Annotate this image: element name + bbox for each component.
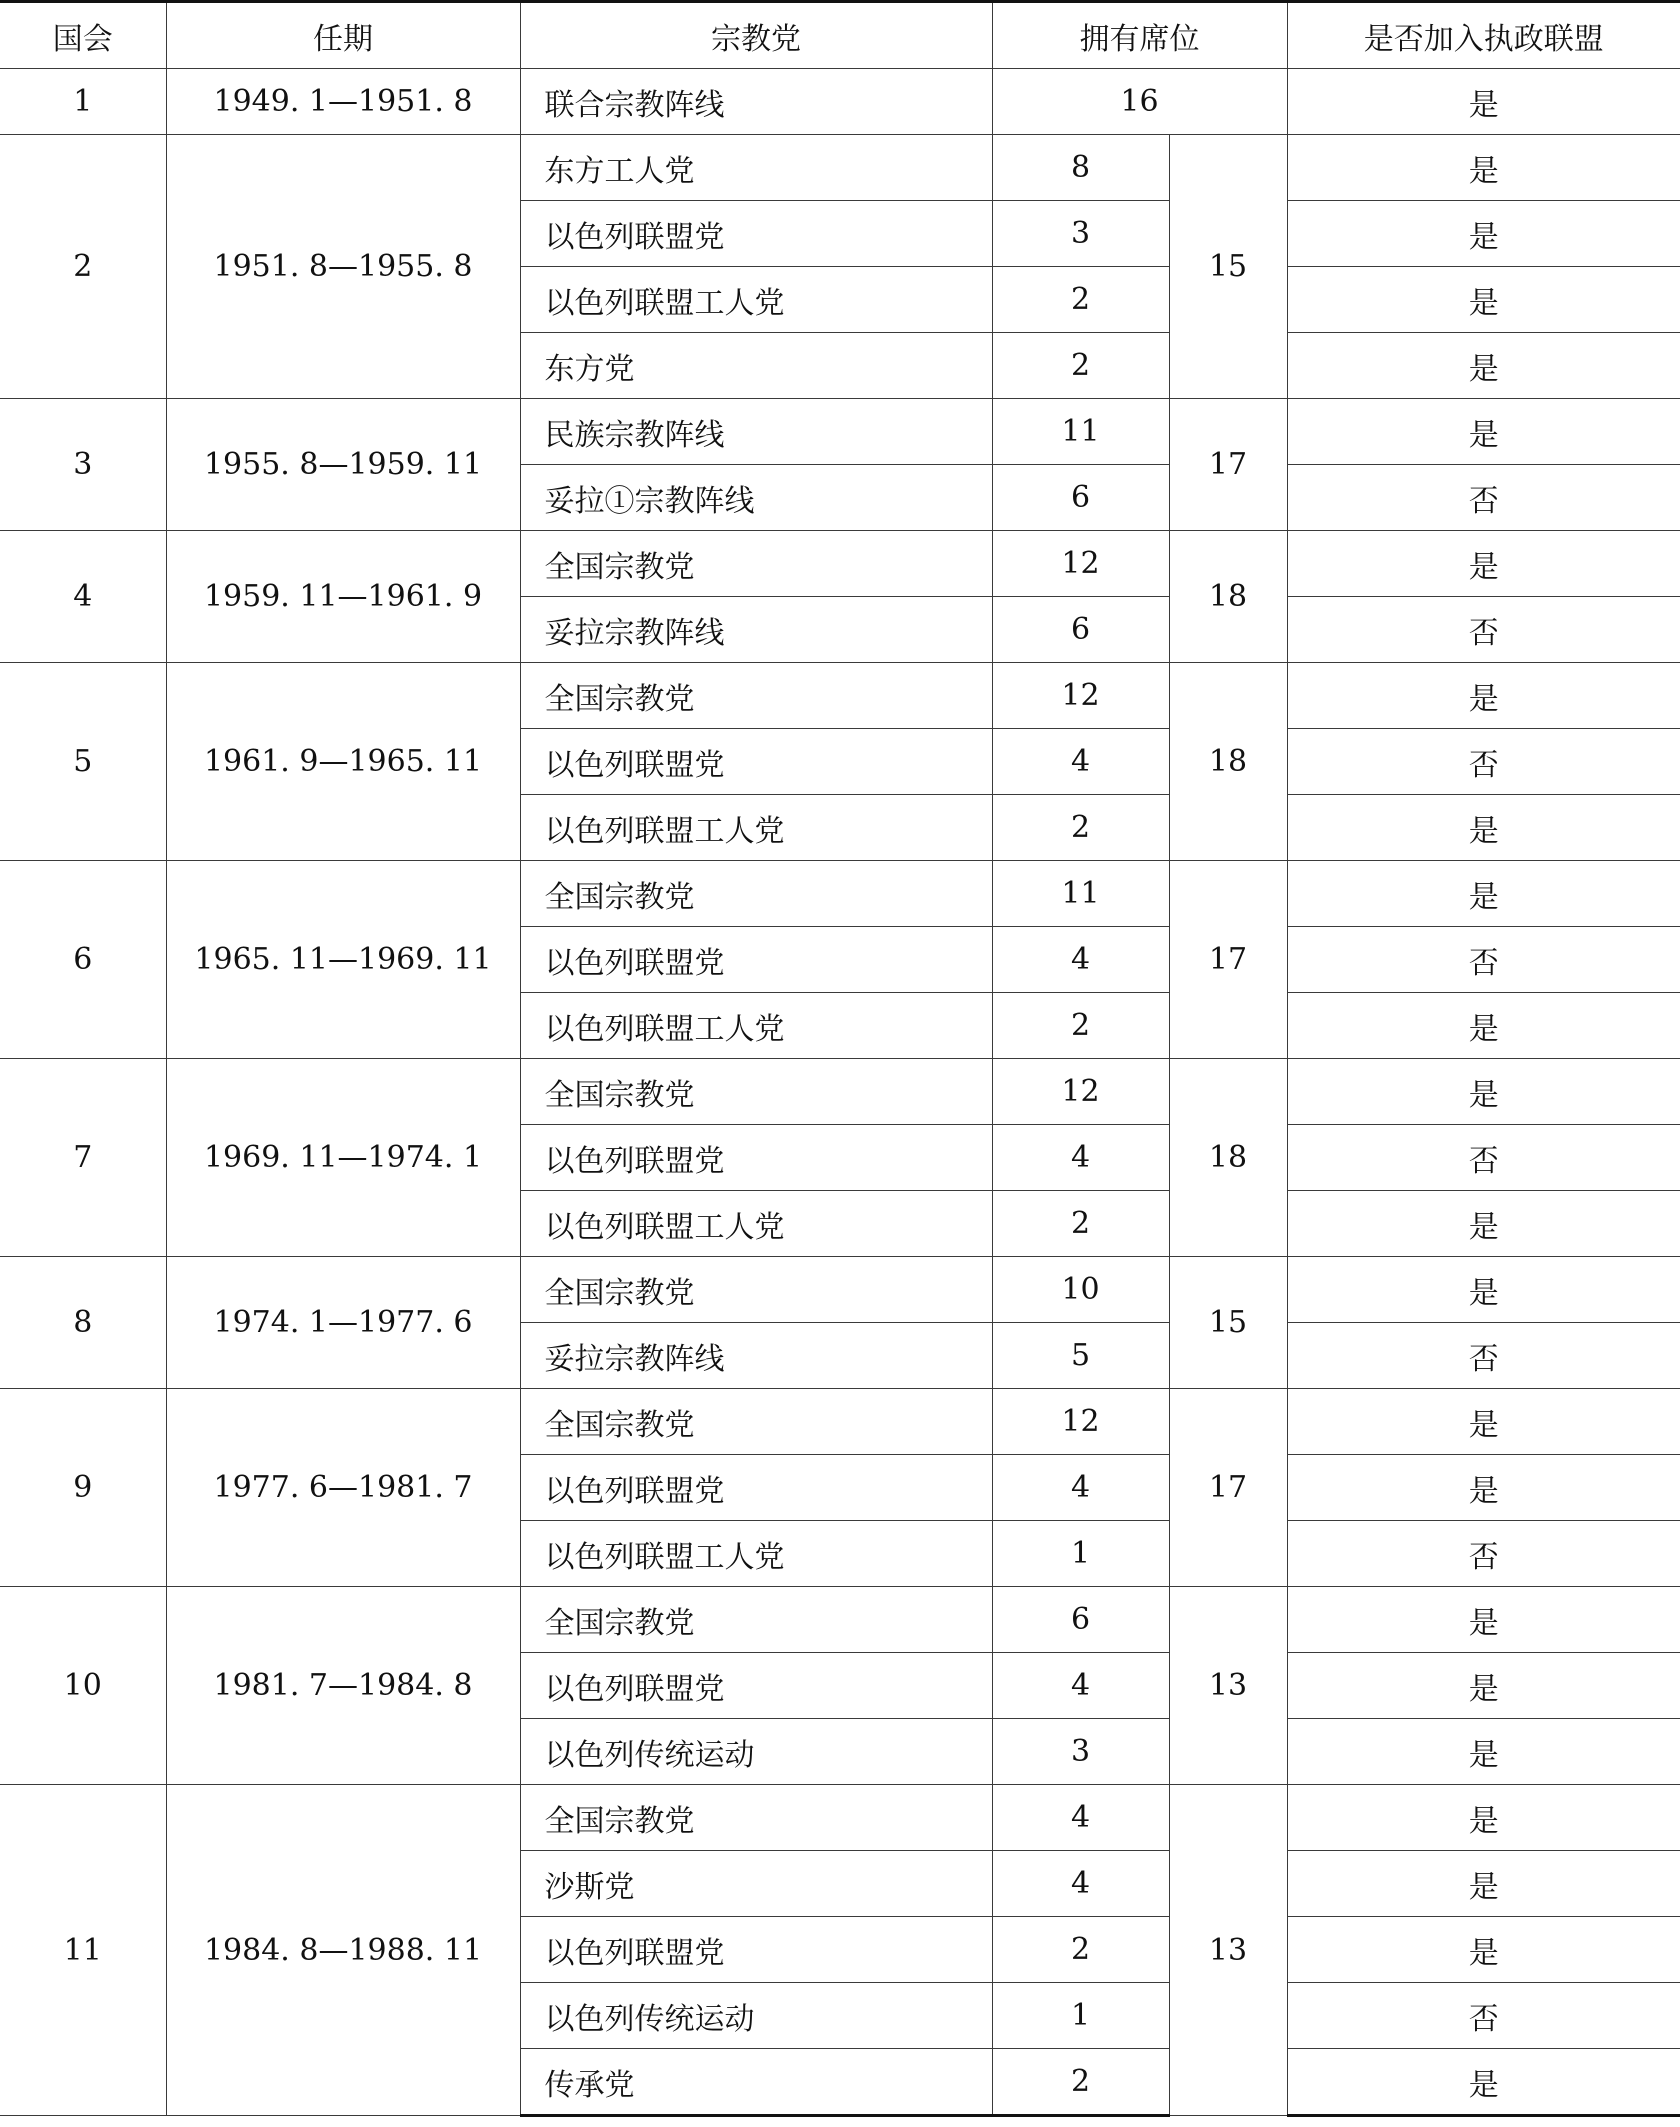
seats-total-cell: 17 — [1169, 399, 1287, 531]
party-name-cell: 全国宗教党 — [520, 1059, 992, 1125]
coalition-cell: 是 — [1287, 69, 1680, 135]
party-name-cell: 妥拉宗教阵线 — [520, 1323, 992, 1389]
term-cell: 1951. 8—1955. 8 — [166, 135, 520, 399]
knesset-number-cell: 4 — [0, 531, 166, 663]
coalition-cell: 否 — [1287, 1125, 1680, 1191]
table-row — [0, 1257, 1680, 1323]
seats-total-cell: 18 — [1169, 1059, 1287, 1257]
party-name-cell: 传承党 — [520, 2049, 992, 2116]
table-row — [0, 1389, 1680, 1455]
coalition-cell: 否 — [1287, 1521, 1680, 1587]
header-coalition: 是否加入执政联盟 — [1287, 2, 1680, 69]
party-name-cell: 全国宗教党 — [520, 531, 992, 597]
coalition-cell: 是 — [1287, 135, 1680, 201]
party-seats-cell: 4 — [992, 927, 1169, 993]
coalition-cell: 是 — [1287, 1785, 1680, 1851]
coalition-cell: 否 — [1287, 729, 1680, 795]
party-seats-cell: 2 — [992, 2049, 1169, 2116]
header-term: 任期 — [166, 2, 520, 69]
party-seats-cell: 4 — [992, 1785, 1169, 1851]
table-row — [0, 531, 1680, 597]
table-row — [0, 69, 1680, 135]
table-row — [0, 399, 1680, 465]
coalition-cell: 是 — [1287, 1587, 1680, 1653]
coalition-cell: 是 — [1287, 861, 1680, 927]
term-cell: 1961. 9—1965. 11 — [166, 663, 520, 861]
party-name-cell: 联合宗教阵线 — [520, 69, 992, 135]
party-name-cell: 以色列联盟工人党 — [520, 1191, 992, 1257]
seats-total-cell: 13 — [1169, 1587, 1287, 1785]
term-cell: 1965. 11—1969. 11 — [166, 861, 520, 1059]
table-row — [0, 1587, 1680, 1653]
table-row — [0, 1059, 1680, 1125]
coalition-cell: 是 — [1287, 399, 1680, 465]
party-name-cell: 东方党 — [520, 333, 992, 399]
party-seats-cell: 6 — [992, 465, 1169, 531]
seats-total-cell: 17 — [1169, 1389, 1287, 1587]
party-name-cell: 以色列联盟工人党 — [520, 993, 992, 1059]
header-knesset: 国会 — [0, 2, 166, 69]
coalition-cell: 否 — [1287, 597, 1680, 663]
coalition-cell: 否 — [1287, 465, 1680, 531]
party-seats-cell: 6 — [992, 1587, 1169, 1653]
knesset-number-cell: 1 — [0, 69, 166, 135]
coalition-cell: 是 — [1287, 1191, 1680, 1257]
coalition-cell: 是 — [1287, 663, 1680, 729]
party-name-cell: 全国宗教党 — [520, 861, 992, 927]
party-seats-cell: 12 — [992, 1059, 1169, 1125]
coalition-cell: 是 — [1287, 1455, 1680, 1521]
coalition-cell: 是 — [1287, 1059, 1680, 1125]
table-row — [0, 861, 1680, 927]
party-seats-cell: 8 — [992, 135, 1169, 201]
coalition-cell: 是 — [1287, 1719, 1680, 1785]
party-seats-cell: 6 — [992, 597, 1169, 663]
party-name-cell: 以色列联盟党 — [520, 1125, 992, 1191]
party-name-cell: 全国宗教党 — [520, 1389, 992, 1455]
party-name-cell: 以色列传统运动 — [520, 1719, 992, 1785]
term-cell: 1959. 11—1961. 9 — [166, 531, 520, 663]
party-seats-cell: 5 — [992, 1323, 1169, 1389]
coalition-cell: 否 — [1287, 1983, 1680, 2049]
party-seats-cell: 2 — [992, 993, 1169, 1059]
party-name-cell: 以色列联盟党 — [520, 927, 992, 993]
knesset-number-cell: 7 — [0, 1059, 166, 1257]
party-name-cell: 以色列联盟党 — [520, 1917, 992, 1983]
coalition-cell: 是 — [1287, 531, 1680, 597]
knesset-number-cell: 6 — [0, 861, 166, 1059]
coalition-cell: 否 — [1287, 927, 1680, 993]
coalition-cell: 是 — [1287, 1257, 1680, 1323]
party-name-cell: 以色列联盟工人党 — [520, 267, 992, 333]
party-name-cell: 以色列联盟党 — [520, 201, 992, 267]
term-cell: 1955. 8—1959. 11 — [166, 399, 520, 531]
party-seats-cell: 4 — [992, 1851, 1169, 1917]
seats-total-cell: 18 — [1169, 663, 1287, 861]
term-cell: 1984. 8—1988. 11 — [166, 1785, 520, 2116]
party-name-cell: 以色列联盟党 — [520, 1455, 992, 1521]
coalition-cell: 是 — [1287, 1389, 1680, 1455]
party-seats-cell: 2 — [992, 795, 1169, 861]
party-seats-cell: 2 — [992, 1191, 1169, 1257]
header-seats: 拥有席位 — [992, 2, 1287, 69]
party-name-cell: 沙斯党 — [520, 1851, 992, 1917]
coalition-cell: 是 — [1287, 795, 1680, 861]
seats-total-cell: 13 — [1169, 1785, 1287, 2116]
seats-total-cell: 15 — [1169, 1257, 1287, 1389]
party-seats-cell: 2 — [992, 1917, 1169, 1983]
seats-total-cell: 16 — [992, 69, 1287, 135]
coalition-cell: 是 — [1287, 267, 1680, 333]
coalition-cell: 否 — [1287, 1323, 1680, 1389]
term-cell: 1949. 1—1951. 8 — [166, 69, 520, 135]
party-name-cell: 民族宗教阵线 — [520, 399, 992, 465]
knesset-number-cell: 9 — [0, 1389, 166, 1587]
coalition-cell: 是 — [1287, 2049, 1680, 2116]
party-seats-cell: 11 — [992, 399, 1169, 465]
seats-total-cell: 18 — [1169, 531, 1287, 663]
party-name-cell: 全国宗教党 — [520, 1257, 992, 1323]
party-seats-cell: 1 — [992, 1983, 1169, 2049]
party-name-cell: 全国宗教党 — [520, 663, 992, 729]
term-cell: 1981. 7—1984. 8 — [166, 1587, 520, 1785]
knesset-number-cell: 3 — [0, 399, 166, 531]
knesset-number-cell: 5 — [0, 663, 166, 861]
knesset-number-cell: 8 — [0, 1257, 166, 1389]
coalition-cell: 是 — [1287, 333, 1680, 399]
party-seats-cell: 3 — [992, 1719, 1169, 1785]
party-name-cell: 全国宗教党 — [520, 1587, 992, 1653]
party-name-cell: 以色列联盟党 — [520, 1653, 992, 1719]
party-name-cell: 全国宗教党 — [520, 1785, 992, 1851]
term-cell: 1974. 1—1977. 6 — [166, 1257, 520, 1389]
header-row — [0, 2, 1680, 69]
party-name-cell: 以色列联盟党 — [520, 729, 992, 795]
party-name-cell: 以色列传统运动 — [520, 1983, 992, 2049]
coalition-cell: 是 — [1287, 201, 1680, 267]
table-row — [0, 663, 1680, 729]
seats-total-cell: 17 — [1169, 861, 1287, 1059]
party-seats-cell: 10 — [992, 1257, 1169, 1323]
knesset-number-cell: 10 — [0, 1587, 166, 1785]
party-name-cell: 以色列联盟工人党 — [520, 795, 992, 861]
party-seats-cell: 2 — [992, 267, 1169, 333]
term-cell: 1977. 6—1981. 7 — [166, 1389, 520, 1587]
party-seats-cell: 4 — [992, 1455, 1169, 1521]
party-name-cell: 东方工人党 — [520, 135, 992, 201]
party-seats-cell: 4 — [992, 729, 1169, 795]
header-party: 宗教党 — [520, 2, 992, 69]
seats-total-cell: 15 — [1169, 135, 1287, 399]
party-seats-cell: 2 — [992, 333, 1169, 399]
party-name-cell: 妥拉宗教阵线 — [520, 597, 992, 663]
party-seats-cell: 4 — [992, 1653, 1169, 1719]
coalition-cell: 是 — [1287, 1917, 1680, 1983]
party-seats-cell: 11 — [992, 861, 1169, 927]
party-seats-cell: 12 — [992, 663, 1169, 729]
knesset-number-cell: 11 — [0, 1785, 166, 2116]
party-name-cell: 以色列联盟工人党 — [520, 1521, 992, 1587]
table-row — [0, 1785, 1680, 1851]
coalition-cell: 是 — [1287, 993, 1680, 1059]
table-row — [0, 135, 1680, 201]
term-cell: 1969. 11—1974. 1 — [166, 1059, 520, 1257]
party-seats-cell: 3 — [992, 201, 1169, 267]
party-seats-cell: 12 — [992, 1389, 1169, 1455]
party-seats-cell: 1 — [992, 1521, 1169, 1587]
party-name-cell: 妥拉①宗教阵线 — [520, 465, 992, 531]
party-seats-cell: 4 — [992, 1125, 1169, 1191]
coalition-cell: 是 — [1287, 1653, 1680, 1719]
knesset-number-cell: 2 — [0, 135, 166, 399]
coalition-cell: 是 — [1287, 1851, 1680, 1917]
party-seats-cell: 12 — [992, 531, 1169, 597]
